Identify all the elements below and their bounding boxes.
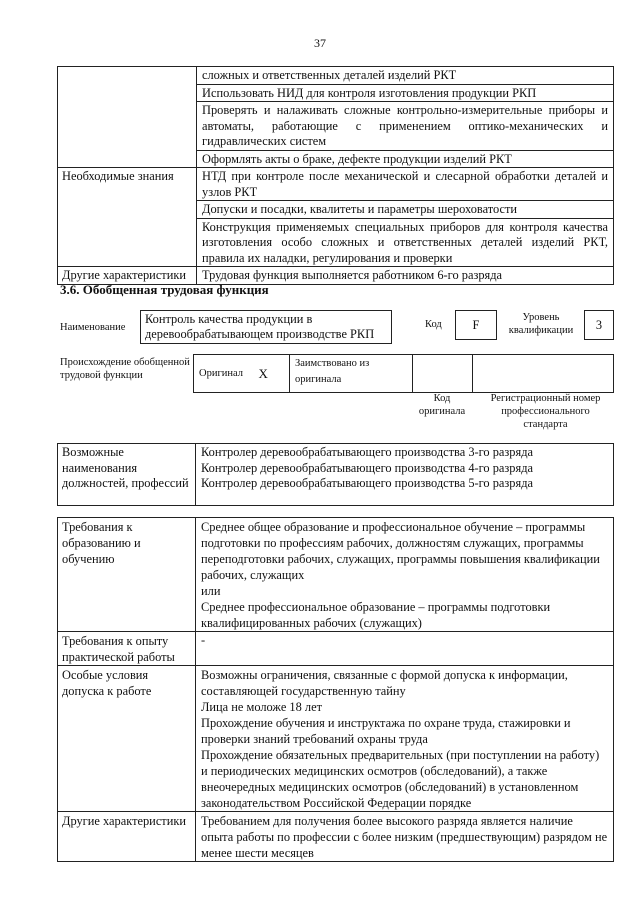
level-box xyxy=(584,310,614,340)
position-item: Контролер деревообрабатывающего производства 4-го разряда xyxy=(201,460,533,475)
reg-number-cell xyxy=(473,355,614,393)
code-box xyxy=(455,310,497,340)
page-number: 37 xyxy=(314,36,326,50)
skills-row: Оформлять акты о браке, дефекте продукции изделий РКТ xyxy=(197,150,614,168)
other-characteristics-value: Трудовая функция выполняется работником 6-го разряда xyxy=(197,267,614,285)
special-conditions-value xyxy=(196,666,614,812)
other-characteristics-label-2: Другие характеристики xyxy=(58,812,196,862)
skills-row: Проверять и налаживать сложные контрольно-измерительные приборы и автоматы, работающие с применением оптико-механических и гидравлических систем xyxy=(197,102,614,151)
education-line: Среднее общее образование и профессиональное обучение – программы подготовки по профессиям рабочих, должностям служащих, программы переподготовки рабочих, служащих, программы повышения квалификации рабочих, служащих xyxy=(201,520,600,582)
level-label: Уровень квалификации xyxy=(508,312,574,336)
origin-code-cell xyxy=(413,355,473,393)
positions-table xyxy=(57,443,614,506)
knowledge-label: Необходимые знания xyxy=(58,168,197,267)
name-label: Наименование xyxy=(60,322,126,333)
skills-row: сложных и ответственных деталей изделий РКТ xyxy=(197,67,614,85)
section-title: 3.6. Обобщенная трудовая функция xyxy=(60,282,269,297)
requirements-table xyxy=(57,517,614,862)
knowledge-row: Допуски и посадки, квалитеты и параметры шероховатости xyxy=(197,201,614,219)
other-characteristics-label: Другие характеристики xyxy=(58,267,197,285)
borrowed-label: Заимствовано из оригинала xyxy=(290,355,413,393)
origin-table xyxy=(193,354,614,393)
level-value: 3 xyxy=(595,318,603,332)
code-value: F xyxy=(472,318,480,332)
other-characteristics-value-2: Требованием для получения более высокого разряда является наличие опыта работы по профессии с более низким (предшествующим) разрядом не менее шести месяцев xyxy=(196,812,614,862)
original-mark: X xyxy=(254,355,290,393)
code-original-caption: Код оригинала xyxy=(418,393,466,417)
special-line: Прохождение обязательных предварительных (при поступлении на работу) и периодических медицинских осмотров (обследований), а также внеочередных медицинских осмотров (обследований) в установленном законодательством Российской Федерации порядке xyxy=(201,748,600,810)
education-value xyxy=(196,518,614,632)
education-label: Требования к образованию и обучению xyxy=(58,518,196,632)
education-line: Среднее профессиональное образование – программы подготовки квалифицированных рабочих (служащих) xyxy=(201,600,551,630)
origin-label: Происхождение обобщенной трудовой функции xyxy=(60,357,190,381)
code-label: Код xyxy=(425,319,442,330)
function-name-value: Контроль качества продукции в деревообрабатывающем производстве РКП xyxy=(145,312,375,341)
skills-row: Использовать НИД для контроля изготовления продукции РКП xyxy=(197,84,614,102)
positions-list xyxy=(196,444,614,506)
knowledge-row: Конструкция применяемых специальных приборов для контроля качества изготовления особо сложных и ответственных деталей изделий РКТ, правила их наладки, регулирования и проверки xyxy=(197,218,614,267)
skills-label-cell xyxy=(58,67,197,168)
position-item: Контролер деревообрабатывающего производства 5-го разряда xyxy=(201,476,533,490)
special-line: Прохождение обучения и инструктажа по охране труда, стажировки и проверки знаний требований охраны труда xyxy=(201,716,571,746)
experience-value: - xyxy=(196,632,614,666)
knowledge-row: НТД при контроле после механической и слесарной обработки деталей и узлов РКТ xyxy=(197,168,614,201)
reg-number-caption: Регистрационный номер профессионального стандарта xyxy=(490,393,601,430)
experience-label: Требования к опыту практической работы xyxy=(58,632,196,666)
positions-label: Возможные наименования должностей, профессий xyxy=(58,444,196,506)
special-conditions-label: Особые условия допуска к работе xyxy=(58,666,196,812)
position-item: Контролер деревообрабатывающего производства 3-го разряда xyxy=(201,445,533,459)
special-line: Лица не моложе 18 лет xyxy=(201,700,323,714)
special-line: Возможны ограничения, связанные с формой допуска к информации, составляющей государственную тайну xyxy=(201,668,568,698)
original-label: Оригинал xyxy=(194,355,254,393)
function-name-box xyxy=(140,310,392,344)
education-line: или xyxy=(201,584,221,598)
top-skills-table xyxy=(57,66,614,285)
